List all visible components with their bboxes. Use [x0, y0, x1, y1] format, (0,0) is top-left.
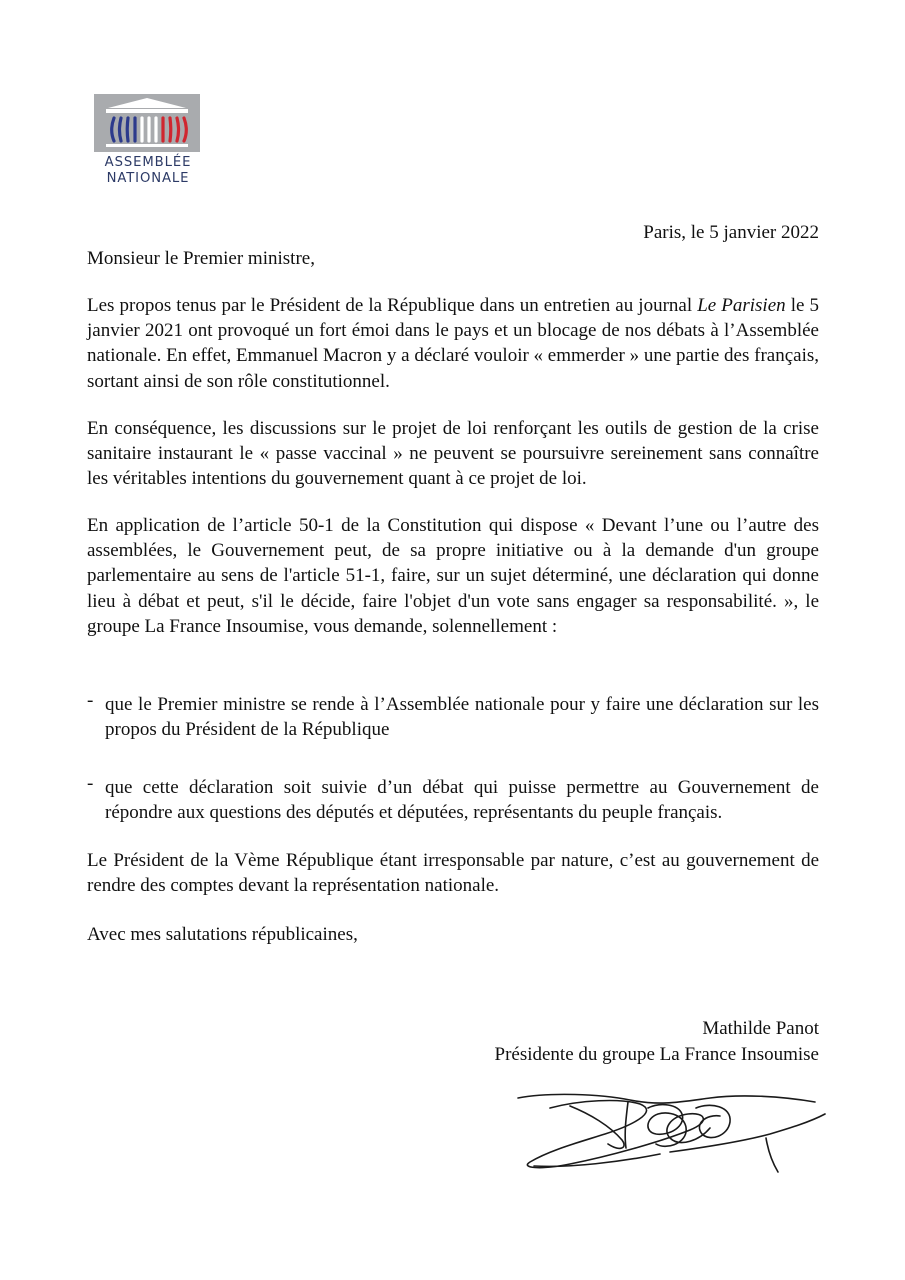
assemblee-nationale-logo — [92, 94, 204, 194]
hemicycle-emblem-icon — [94, 94, 200, 152]
logo-line-2: NATIONALE — [106, 171, 190, 186]
logo-wordmark — [92, 155, 204, 187]
paragraph-1-part-1: Les propos tenus par le Président de la République dans un entretien au journal — [87, 295, 698, 316]
letter-date: Paris, le 5 janvier 2022 — [643, 222, 819, 243]
signer-name: Mathilde Panot — [702, 1018, 819, 1039]
handwritten-signature — [510, 1078, 830, 1178]
paragraph-4: Le Président de la Vème République étant irresponsable par nature, c’est au gouvernement de rendre des comptes devant la représentation nationale. — [87, 850, 819, 897]
paragraph-1 — [87, 293, 819, 394]
paragraph-3: En application de l’article 50-1 de la Constitution qui dispose « Devant l’une ou l’autre des assemblées, le Gouvernement peut, de sa propre initiative ou à la demande d'un groupe parlementaire au sens de l'article 51-1, faire, sur un sujet déterminé, une déclaration qui donne lieu à débat et peut, s'il le décide, faire l'objet d'un vote sans engager sa responsabilité. », le groupe La France Insoumise, vous demande, solennellement : — [87, 515, 819, 637]
bullet-dash: - — [87, 690, 94, 711]
bullet-dash: - — [87, 773, 94, 794]
closing-formula: Avec mes salutations républicaines, — [87, 924, 358, 945]
newspaper-name: Le Parisien — [697, 295, 786, 316]
paragraph-2: En conséquence, les discussions sur le projet de loi renforçant les outils de gestion de la crise sanitaire instaurant le « passe vaccinal » ne peuvent se poursuivre sereinement sans connaître les véritables intentions du gouvernement quant à ce projet de loi. — [87, 418, 819, 490]
logo-line-1: ASSEMBLÉE — [104, 155, 192, 170]
request-item-2-text: que cette déclaration soit suivie d’un débat qui puisse permettre au Gouvernement de répondre aux questions des députés et députées, représentants du peuple français. — [105, 777, 819, 824]
paragraph-1-part-2: le 5 janvier 2021 ont provoqué un fort émoi dans le pays et un blocage de nos débats à l’Assemblée nationale. En effet, Emmanuel Macron y a déclaré vouloir « emmerder » une partie des français, sortant ainsi de son rôle constitutionnel. — [87, 295, 819, 392]
salutation: Monsieur le Premier ministre, — [87, 248, 315, 269]
request-item-1-text: que le Premier ministre se rende à l’Assemblée nationale pour y faire une déclaration sur les propos du Président de la République — [105, 694, 819, 741]
signer-title: Présidente du groupe La France Insoumise — [494, 1044, 819, 1065]
